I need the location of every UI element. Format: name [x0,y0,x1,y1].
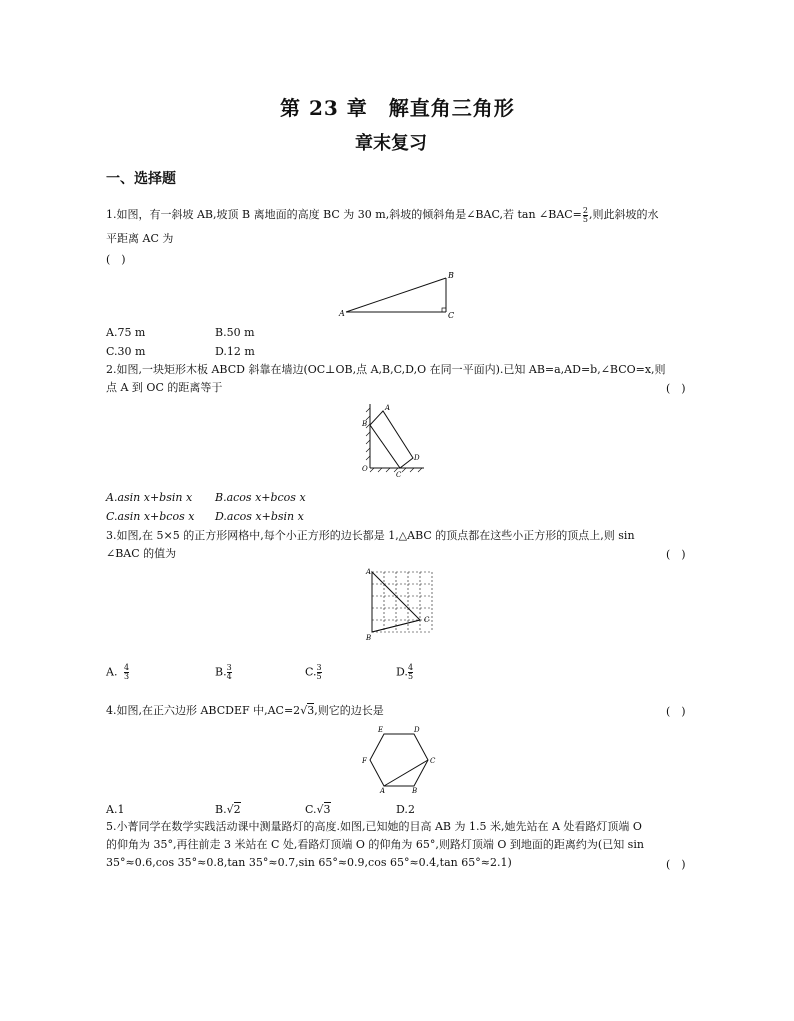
q1-line2: 平距离 AC 为 [106,232,174,245]
q4-label-f: F [362,757,367,765]
q4-line1: 4.如图,在正六边形 ABCDEF 中,AC=2√3,则它的边长是 [106,704,384,717]
q4-option-c[interactable]: C.√3 [305,803,331,816]
q3-answer-paren: ( ) [666,548,686,561]
q2-label-d: D [414,454,420,462]
q2-label-c: C [396,471,402,478]
q3-label-b: B [366,634,372,642]
q1-fraction: $\frac{2}{5}$ [582,205,588,224]
q4-option-d[interactable]: D.2 [396,803,415,816]
q4-label-a: A [380,787,386,794]
q4-label-b: B [412,787,418,794]
page-subtitle: 章末复习 [355,133,427,154]
q4-answer-paren: ( ) [666,705,686,718]
q3-option-d-fraction: $\frac{4}{5}$ [407,663,414,681]
q3-label-c: C [424,616,430,624]
q3-option-c[interactable]: C. $\frac{3}{5}$ [305,663,322,681]
q3-option-b-fraction: $\frac{3}{4}$ [226,663,232,681]
q5-line3: 35°≈0.6,cos 35°≈0.8,tan 35°≈0.7,sin 65°≈0.9,cos 65°≈0.4,tan 65°≈2.1) [106,856,512,869]
page-title: 第 23 章 解直角三角形 [280,96,515,120]
q4-label-e: E [378,726,384,734]
section-heading: 一、选择题 [106,171,176,187]
q1-option-a[interactable]: A.75 m [106,326,146,339]
q2-option-a[interactable]: A.asin x+bsin x [106,491,193,504]
q3-option-c-fraction: $\frac{3}{5}$ [316,663,322,681]
q2-line1: 2.如图,一块矩形木板 ABCD 斜靠在墙边(OC⊥OB,点 A,B,C,D,O 在同一平面内).已知 AB=a,AD=b,∠BCO=x,则 [106,363,666,376]
q3-line2: ∠BAC 的值为 [106,547,177,560]
q2-line2: 点 A 到 OC 的距离等于 [106,381,223,394]
q5-answer-paren: ( ) [666,858,686,871]
q2-answer-paren: ( ) [666,382,686,395]
q1-line1: 1.如图，有一斜坡 AB,坡顶 B 离地面的高度 BC 为 30 m,斜坡的倾斜角是∠BAC,若 tan ∠BAC= $\frac{2}{5}$ ,则此斜坡的水 [106,205,659,224]
q1-slope-figure [336,268,466,320]
q4-sqrt: √3 [300,704,315,717]
q3-option-a-fraction: $\frac{4}{3}$ [123,663,130,681]
q5-line1: 5.小菁同学在数学实践活动课中测量路灯的高度.如图,已知她的目高 AB 为 1.5 米,她先站在 A 处看路灯顶端 O [106,820,642,833]
q3-option-d[interactable]: D. $\frac{4}{5}$ [396,663,414,681]
q1-label-b: B [448,271,454,280]
q3-grid-figure [364,566,436,642]
q2-label-o: O [362,465,368,473]
q2-board-figure [358,398,438,478]
q1-label-c: C [448,311,455,320]
q1-option-c[interactable]: C.30 m [106,345,146,358]
q2-option-d[interactable]: D.acos x+bsin x [215,510,304,523]
q5-line2: 的仰角为 35°,再往前走 3 米站在 C 处,看路灯顶端 O 的仰角为 65°,则路灯顶端 O 到地面的距离约为(已知 sin [106,838,644,851]
q2-label-b: B [362,420,368,428]
q3-line1: 3.如图,在 5×5 的正方形网格中,每个小正方形的边长都是 1,△ABC 的顶点都在这些小正方形的顶点上,则 sin [106,529,635,542]
q3-label-a: A [366,568,372,576]
q4-label-c: C [430,757,436,765]
q4-hexagon-figure [362,726,438,794]
q4-option-a[interactable]: A.1 [106,803,125,816]
q4-option-b[interactable]: B.√2 [215,803,241,816]
q1-option-b[interactable]: B.50 m [215,326,255,339]
q1-label-a: A [339,309,345,318]
q2-option-c[interactable]: C.asin x+bcos x [106,510,195,523]
q2-option-b[interactable]: B.acos x+bcos x [215,491,306,504]
q3-option-a[interactable]: A. $\frac{4}{3}$ [106,663,130,681]
q4-label-d: D [414,726,420,734]
q2-label-a: A [385,404,391,412]
q1-answer-paren: ( ) [106,253,126,266]
q1-option-d[interactable]: D.12 m [215,345,255,358]
q3-option-b[interactable]: B. $\frac{3}{4}$ [215,663,232,681]
